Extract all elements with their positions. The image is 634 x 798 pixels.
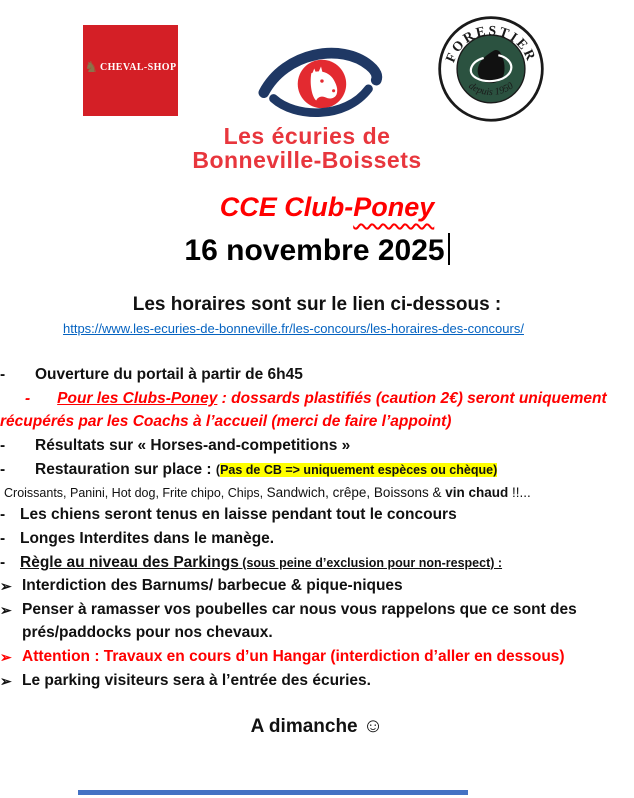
arrow-bullet: ➢ [0,602,12,619]
schedule-link[interactable]: https://www.les-ecuries-de-bonneville.fr/les-concours/les-horaires-des-concours/ [63,321,524,336]
horse-icon: ♞ [84,59,98,76]
dash-bullet: - [0,436,6,454]
eye-horse-icon [258,40,384,126]
event-date [0,233,634,268]
food-end: !!... [508,484,531,500]
event-title-prefix: CCE Club- [219,192,354,222]
bullet-lead-underlined: Pour les Clubs-Poney [57,389,218,407]
closing-line [0,715,634,738]
text-cursor [448,233,450,265]
arrow-bullet: ➢ [0,649,12,666]
sub-travaux [0,646,634,669]
cheval-shop-label: CHEVAL-SHOP [100,62,177,73]
schedule-link-row [63,320,634,338]
ecuries-logo-text [157,124,457,172]
arrow-bullet: ➢ [0,673,12,690]
event-title [20,192,634,223]
bullet-text: : dossards plastifiés (caution 2€) seront uniquement récupérés par les Coachs à l’accueil (merci de faire l’appoint) [0,389,607,430]
bullet-chiens [0,504,634,527]
paren: ( [215,462,221,477]
restauration-label: Restauration sur place : [35,460,216,478]
ecuries-name-line1: Les écuries de [223,123,391,149]
forestier-name: FORESTIER [442,22,540,65]
bullet-text [20,552,634,575]
sub-barnums [0,575,634,598]
bullet-text: Longes Interdites dans le manège. [20,529,275,547]
bullet-text: Le parking visiteurs sera à l’entrée des écuries. [22,672,371,690]
parkings-note: (sous peine d’exclusion pour non-respect) : [238,555,503,570]
sub-parking-visiteurs [0,670,634,693]
bullet-resultats [0,435,634,458]
bullet-clubs-poney [0,388,634,434]
dash-bullet: - [0,366,6,383]
bullet-text [35,459,634,482]
footer-blue-bar [78,790,468,795]
header-logos [0,0,634,186]
food-line [4,483,634,503]
dash-bullet: - [0,529,6,547]
bullet-longes [0,528,634,551]
bullet-text: Résultats sur « Horses-and-competitions » [35,436,351,454]
dash-bullet: - [0,460,6,478]
food-part1: Croissants, Panini, Hot dog, Frite chipo, Chips, [4,485,267,500]
ecuries-name-line2: Bonneville-Boissets [192,147,422,174]
sub-poubelles [0,599,634,645]
forestier-badge-icon [436,13,546,123]
food-bold: vin chaud [445,484,509,500]
info-list [0,364,634,693]
bullet-portail [0,364,634,387]
dash-bullet: - [25,389,31,407]
bullet-text: Penser à ramasser vos poubelles car nous vous rappelons que ce sont des prés/paddocks pour nos chevaux. [22,601,577,642]
closing-text: A dimanche [250,716,358,738]
forestier-logo [436,13,546,123]
cheval-shop-logo [83,25,178,116]
food-part2: Sandwich, crêpe, Boissons & [266,484,446,500]
bullet-parkings [0,552,634,575]
bullet-text: Ouverture du portail à partir de 6h45 [35,366,303,383]
cheval-shop-logo-row [85,60,177,75]
forestier-tagline: depuis 1950 [466,80,516,99]
bullet-text: Interdiction des Barnums/ barbecue & pique-niques [22,577,403,595]
highlighted-note: Pas de CB => uniquement espèces ou chèque) [220,462,498,477]
bullet-text: Les chiens seront tenus en laisse pendant tout le concours [20,505,457,523]
parkings-lead-underlined: Règle au niveau des Parkings [20,553,239,571]
smiley-icon: ☺ [362,715,384,738]
schedule-heading: Les horaires sont sur le lien ci-dessous : [132,294,502,315]
dash-bullet: - [0,553,6,571]
bullet-restauration [0,459,634,482]
event-date-text: 16 novembre 2025 [184,234,445,267]
arrow-bullet: ➢ [0,578,12,595]
bullet-text: Attention : Travaux en cours d’un Hangar (interdiction d’aller en dessous) [22,648,565,666]
ecuries-eye-logo [258,40,384,126]
event-title-misspelled-word: Poney [353,192,435,222]
dash-bullet: - [0,505,6,523]
